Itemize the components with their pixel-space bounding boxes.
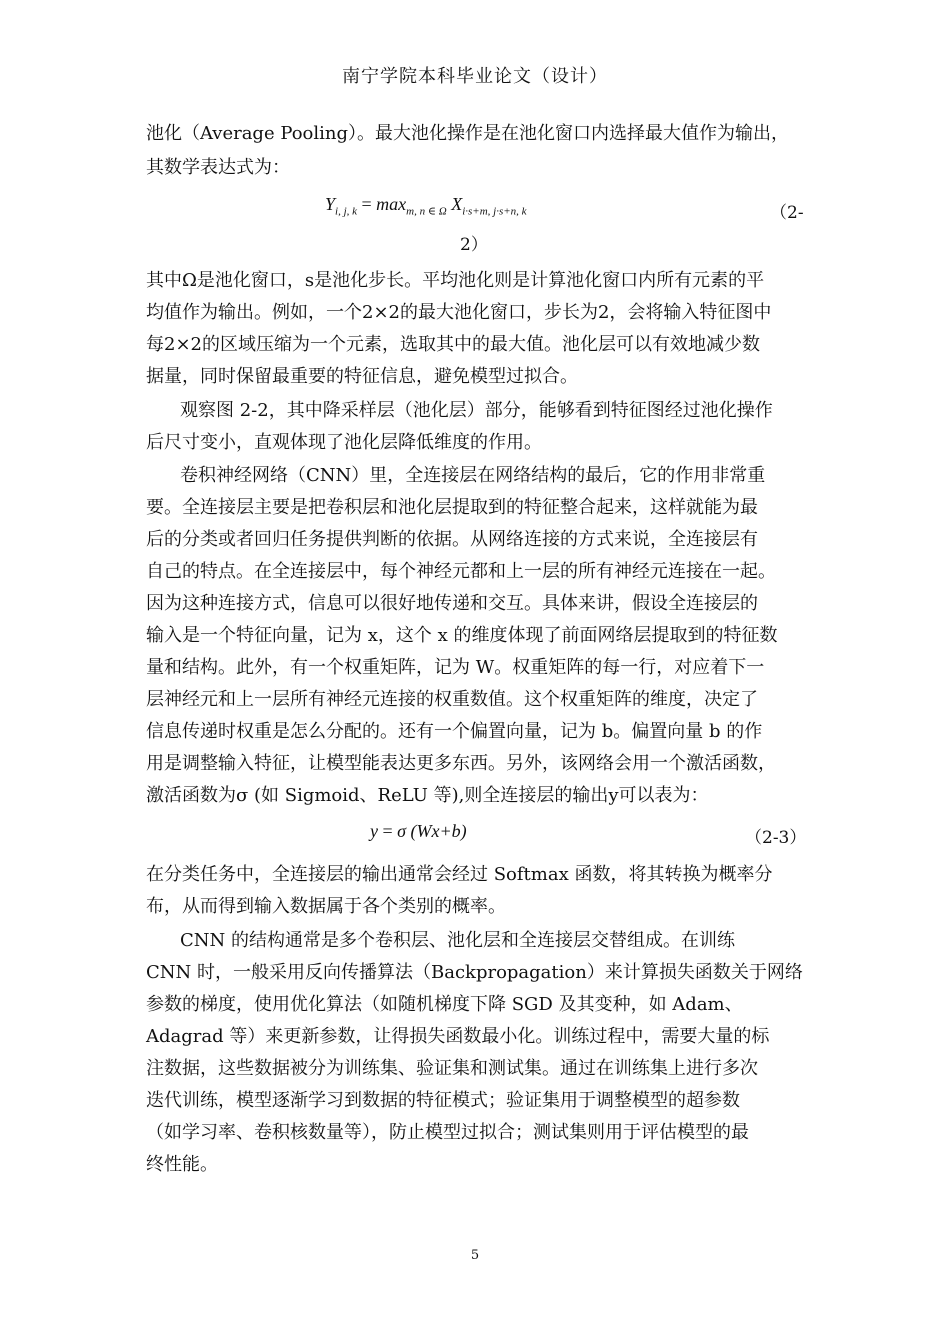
text-line: 参数的梯度，使用优化算法（如随机梯度下降 SGD 及其变种，如 Adam、	[146, 994, 743, 1015]
text-line: 要。全连接层主要是把卷积层和池化层提取到的特征整合起来，这样就能为最	[146, 497, 758, 518]
text-line: （如学习率、卷积核数量等），防止模型过拟合；测试集则用于评估模型的最	[146, 1122, 749, 1143]
text-line: 据量，同时保留最重要的特征信息，避免模型过拟合。	[146, 366, 578, 387]
text-line: 后尺寸变小，直观体现了池化层降低维度的作用。	[146, 432, 542, 453]
text-line: Adagrad 等）来更新参数，让得损失函数最小化。训练过程中，需要大量的标	[146, 1026, 770, 1047]
equation-2-3	[370, 821, 467, 842]
eq-sigma: σ	[397, 821, 407, 841]
text-line: CNN 的结构通常是多个卷积层、池化层和全连接层交替组成。在训练	[180, 930, 735, 951]
text-line: 信息传递时权重是怎么分配的。还有一个偏置向量，记为 b。偏置向量 b 的作	[146, 721, 763, 742]
equation-number-part2: 2）	[460, 235, 488, 255]
eq-subscript: i, j, k	[335, 205, 358, 218]
text-line: 因为这种连接方式，信息可以很好地传递和交互。具体来讲，假设全连接层的	[146, 593, 758, 614]
eq-subscript: i·s+m, j·s+n, k	[462, 205, 527, 218]
text-line: 其数学表达式为：	[146, 157, 290, 178]
running-header: 南宁学院本科毕业论文（设计）	[342, 66, 608, 87]
eq-symbol-y: y	[370, 821, 378, 841]
text-line: 迭代训练，模型逐渐学习到数据的特征模式；验证集用于调整模型的超参数	[146, 1090, 740, 1111]
text-line: 卷积神经网络（CNN）里，全连接层在网络结构的最后，它的作用非常重	[180, 465, 766, 486]
text-line: 输入是一个特征向量，记为 x，这个 x 的维度体现了前面网络层提取到的特征数	[146, 625, 778, 646]
eq-symbol-y: Y	[325, 194, 336, 214]
text-line: CNN 时，一般采用反向传播算法（Backpropagation）来计算损失函数关于网络	[146, 962, 803, 983]
text-line: 自己的特点。在全连接层中，每个神经元都和上一层的所有神经元连接在一起。	[146, 561, 776, 582]
equation-2-2	[325, 194, 527, 218]
text-line: 观察图 2-2，其中降采样层（池化层）部分，能够看到特征图经过池化操作	[180, 400, 773, 421]
text-line: 激活函数为σ (如 Sigmoid、ReLU 等),则全连接层的输出y可以表为：	[146, 785, 709, 806]
eq-body: (Wx+b)	[410, 821, 467, 841]
page-number: 5	[470, 1248, 480, 1263]
text-line: 终性能。	[146, 1154, 218, 1175]
equation-number: （2-3）	[745, 828, 807, 848]
eq-equals: =	[361, 194, 372, 214]
text-line: 层神经元和上一层所有神经元连接的权重数值。这个权重矩阵的维度，决定了	[146, 689, 758, 710]
text-line: 用是调整输入特征，让模型能表达更多东西。另外，该网络会用一个激活函数，	[146, 753, 776, 774]
eq-max: max	[376, 194, 407, 214]
eq-subscript: m, n ∈ Ω	[406, 205, 447, 218]
text-line: 布，从而得到输入数据属于各个类别的概率。	[146, 896, 506, 917]
text-line: 注数据，这些数据被分为训练集、验证集和测试集。通过在训练集上进行多次	[146, 1058, 758, 1079]
text-line: 在分类任务中，全连接层的输出通常会经过 Softmax 函数，将其转换为概率分	[146, 864, 773, 885]
text-line: 均值作为输出。例如，一个2×2的最大池化窗口，步长为2，会将输入特征图中	[146, 302, 772, 323]
text-line: 池化（Average Pooling）。最大池化操作是在池化窗口内选择最大值作为输出，	[146, 123, 790, 144]
text-line: 后的分类或者回归任务提供判断的依据。从网络连接的方式来说，全连接层有	[146, 529, 758, 550]
text-line: 量和结构。此外，有一个权重矩阵，记为 W。权重矩阵的每一行，对应着下一	[146, 657, 765, 678]
eq-equals: =	[382, 821, 393, 841]
eq-symbol-x: X	[451, 194, 463, 214]
text-line: 其中Ω是池化窗口，s是池化步长。平均池化则是计算池化窗口内所有元素的平	[146, 270, 765, 291]
text-line: 每2×2的区域压缩为一个元素，选取其中的最大值。池化层可以有效地减少数	[146, 334, 760, 355]
equation-number-part1: （2-	[770, 203, 804, 223]
